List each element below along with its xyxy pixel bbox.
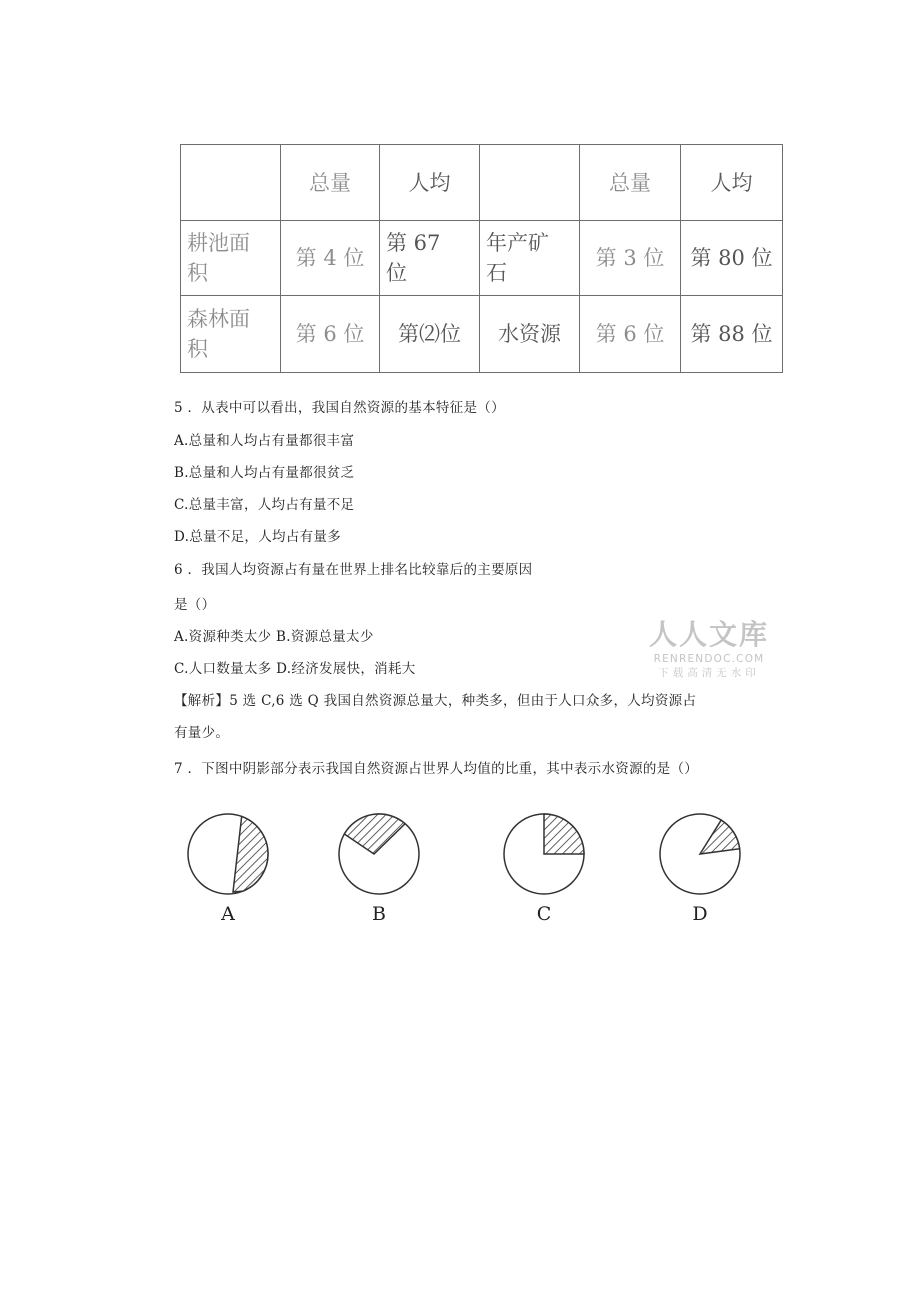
pie-chart-a[interactable] [186, 812, 270, 896]
pie-label-a: A [221, 903, 235, 925]
analysis-line2: 有量少。 [174, 725, 230, 741]
question-5-option-d: D.总量不足，人均占有量多 [174, 529, 342, 545]
pie-label-c: C [536, 903, 552, 925]
table-cell: 第 88 位 [681, 296, 783, 373]
table-cell: 第⑵位 [380, 296, 480, 373]
header-cell: 总量 [281, 145, 380, 221]
watermark [648, 618, 770, 680]
question-5-option-a: A.总量和人均占有量都很丰富 [174, 433, 355, 449]
watermark-title: 人人文库 [648, 618, 769, 651]
analysis-line1: 【解析】5 选 C,6 选 Q 我国自然资源总量大，种类多，但由于人口众多，人均资源占 [174, 693, 697, 709]
table-cell: 耕池面积 [181, 221, 281, 296]
header-cell: 人均 [380, 145, 480, 221]
table-cell: 水资源 [480, 296, 580, 373]
pie-chart-c[interactable] [502, 812, 586, 896]
table-header-row [181, 145, 783, 221]
question-6-stem-line1: 6 ．我国人均资源占有量在世界上排名比较靠后的主要原因 [174, 562, 533, 578]
watermark-url: RENRENDOC.COM [653, 653, 765, 665]
question-6-options-line2: C.人口数量太多 D.经济发展快，消耗大 [174, 661, 416, 677]
question-7-stem: 7 ．下图中阴影部分表示我国自然资源占世界人均值的比重，其中表示水资源的是（） [174, 761, 699, 777]
header-cell [480, 145, 580, 221]
pie-c-shaded-slice [544, 814, 584, 854]
table-cell: 森林面积 [181, 296, 281, 373]
pie-label-d: D [692, 903, 708, 925]
question-5-stem: 5 ．从表中可以看出，我国自然资源的基本特征是（） [174, 400, 505, 416]
header-cell: 人均 [681, 145, 783, 221]
table-cell: 第 80 位 [681, 221, 783, 296]
table-cell: 第 67 位 [380, 221, 480, 296]
table-row [181, 296, 783, 373]
table-cell: 第 3 位 [580, 221, 681, 296]
pie-label-b: B [372, 903, 386, 925]
resource-table [180, 144, 783, 373]
question-6-stem-line2: 是（） [174, 597, 216, 613]
pie-chart-b[interactable] [337, 812, 421, 896]
table-cell: 第 6 位 [281, 296, 380, 373]
question-5-option-b: B.总量和人均占有量都很贫乏 [174, 465, 355, 481]
question-5-option-c: C.总量丰富，人均占有量不足 [174, 497, 355, 513]
question-6-options-line1: A.资源种类太少 B.资源总量太少 [174, 629, 374, 645]
table-row [181, 221, 783, 296]
pie-chart-d[interactable] [658, 812, 742, 896]
watermark-subtitle: 下载高清无水印 [658, 667, 760, 679]
table-cell: 年产矿石 [480, 221, 580, 296]
header-cell: 总量 [580, 145, 681, 221]
table-cell: 第 4 位 [281, 221, 380, 296]
table-cell: 第 6 位 [580, 296, 681, 373]
header-cell [181, 145, 281, 221]
